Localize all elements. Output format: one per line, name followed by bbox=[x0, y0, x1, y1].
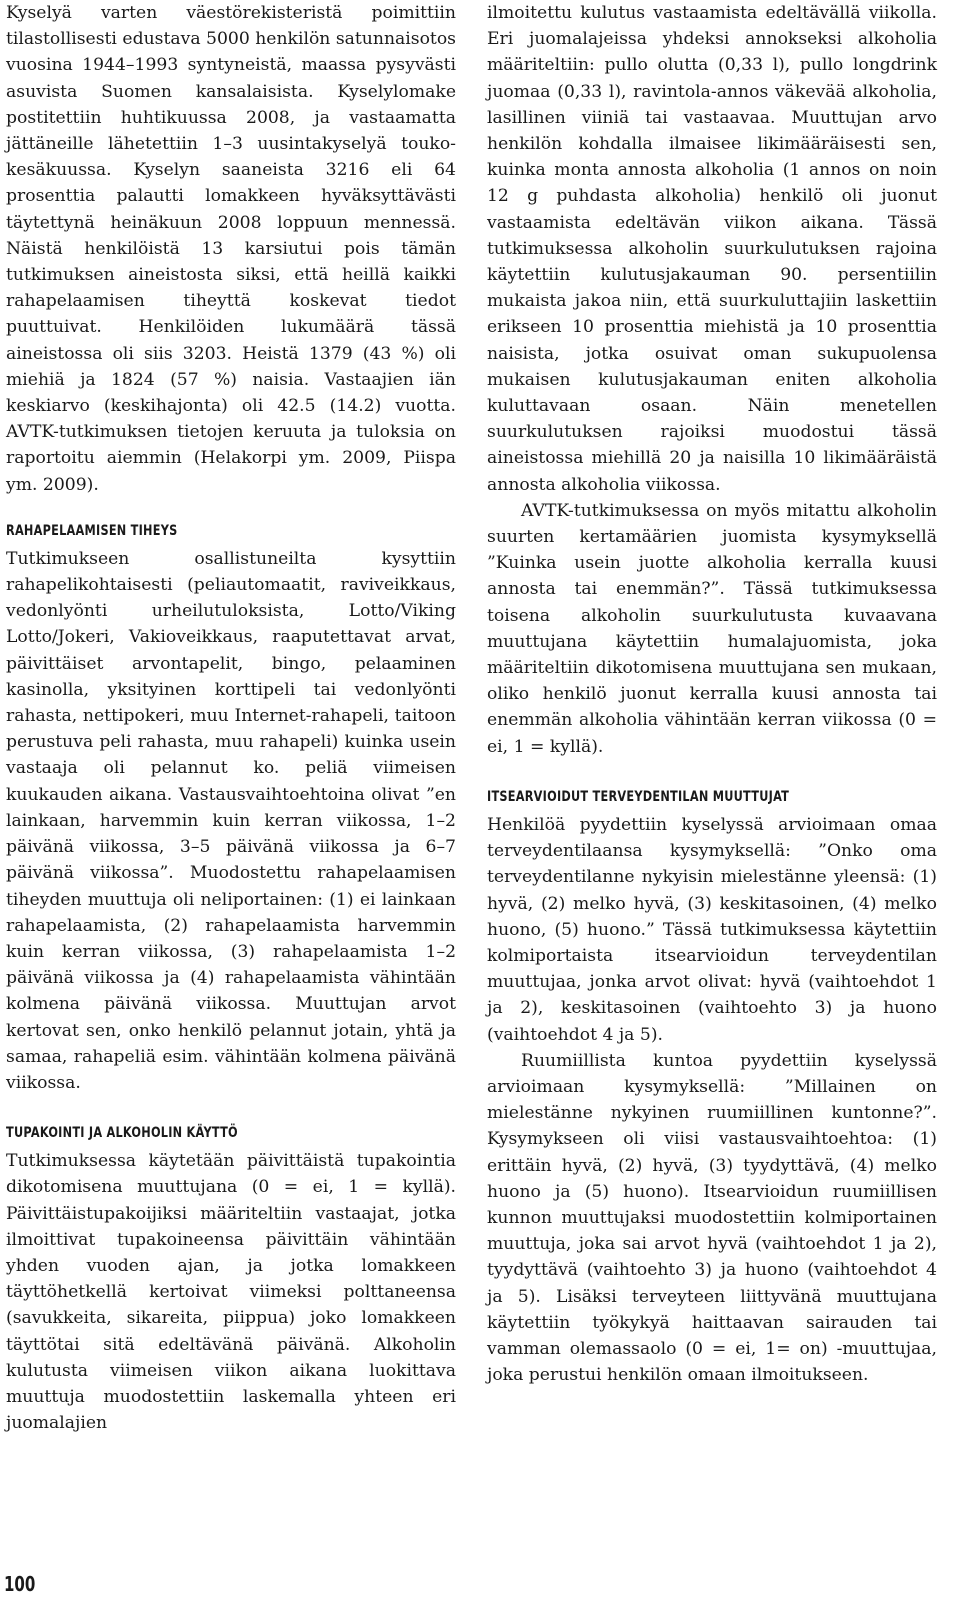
paragraph-physical-fitness: Ruumiillista kuntoa pyydettiin kyselyssä arvioimaan kysymyksellä: ”Millainen on mielestänne nykyinen ruumiillinen kuntonne?”. Kysymykseen oli viisi vastausvaihtoehtoa: (1) erittäin hyvä, (2) hyvä, (3) tyydyttävä, (4) melko huono ja (5) huono). Itsearvioidun ruumiillisen kunnon muuttujaksi muodostettiin kolmiportainen muuttuja, joka sai arvot hyvä (vaihtoehdot 1 ja 2), tyydyttävä (vaihtoehto 3) ja huono (vaihtoehdot 4 ja 5). Lisäksi terveyteen liittyvänä muuttujana käytettiin työkykyä haittaavan sairauden tai vamman olemassaolo (0 = ei, 1= on) -muuttujaa, joka perustui henkilön omaan ilmoitukseen. bbox=[487, 1050, 937, 1386]
paragraph-smoking-alcohol: Tutkimuksessa käytetään päivittäistä tupakointia dikotomisena muuttujana (0 = ei, 1 = kyllä). Päivittäistupakoijiksi määriteltiin vastaajat, jotka ilmoittivat tupakoineensa päivittäin vähintään yhden vuoden ajan, ja jotka lomakkeen täyttöhetkellä kertoivat viimeksi polttaneensa (savukkeita, sikareita, piippua) joko lomakkeen täyttötai sitä edeltävänä päivänä. Alkoholin kulutusta viimeisen viikon aikana luokittava muuttuja muodostettiin laskemalla yhteen eri juomalajien bbox=[6, 1151, 456, 1434]
paragraph-self-rated-health: Henkilöä pyydettiin kyselyssä arvioimaan omaa terveydentilaansa kysymyksellä: ”Onko oma terveydentilanne nykyisin mielestänne yleensä: (1) hyvä, (2) melko hyvä, (3) keskitasoinen, (4) melko huono, (5) huono.” Tässä tutkimuksessa käytettiin kolmiportaista itsearvioidun terveydentilan muuttujaa, jonka arvot olivat: hyvä (vaihtoehdot 1 ja 2), keskitasoinen (vaihtoehto 3) ja huono (vaihtoehdot 4 ja 5). bbox=[487, 814, 937, 1045]
paragraph-alcohol-consumption: ilmoitettu kulutus vastaamista edeltävällä viikolla. Eri juomalajeissa yhdeksi annokseksi alkoholia määriteltiin: pullo olutta (0,33 l), pullo longdrink juomaa (0,33 l), ravintola-annos väkevää alkoholia, lasillinen viiniä tai vastaavaa. Muuttujan arvo henkilön kohdalla ilmaisee likimääräisesti sen, kuinka monta annosta alkoholia (1 annos on noin 12 g puhdasta alkoholia) henkilö oli juonut vastaamista edeltävän viikon aikana. Tässä tutkimuksessa alkoholin suurkulutuksen rajoina käytettiin kulutusjakauman 90. persentiilin mukaista jakoa niin, että suurkuluttajiin laskettiin erikseen 10 prosenttia miehistä ja 10 prosenttia naisista, jotka osuivat oman sukupuolensa mukaisen kulutusjakauman eniten alkoholia kuluttavaan osaan. Näin menetellen suurkulutuksen rajoiksi muodostui tässä aineistossa miehillä 20 ja naisilla 10 likimääräistä annosta alkoholia viikossa. bbox=[487, 3, 937, 495]
page-number: 100 bbox=[4, 1572, 36, 1596]
paragraph-sample-description: Kyselyä varten väestörekisteristä poimittiin tilastollisesti edustava 5000 henkilön satunnaisotos vuosina 1944–1993 syntyneistä, maassa pysyvästi asuvista Suomen kansalaisista. Kyselylomake postitettiin huhtikuussa 2008, ja vastaamatta jättäneille lähetettiin 1–3 uusintakyselyä touko-kesäkuussa. Kyselyn saaneista 3216 eli 64 prosenttia palautti lomakkeen hyväksyttävästi täytettynä heinäkuun 2008 loppuun mennessä. Näistä henkilöistä 13 karsiutui pois tämän tutkimuksen aineistosta siksi, että heillä kaikki rahapelaamisen tiheyttä koskevat tiedot puuttuivat. Henkilöiden lukumäärä tässä aineistossa oli siis 3203. Heistä 1379 (43 %) oli miehiä ja 1824 (57 %) naisia. Vastaajien iän keskiarvo (keskihajonta) oli 42.5 (14.2) vuotta. AVTK-tutkimuksen tietojen keruuta ja tuloksia on raportoitu aiemmin (Helakorpi ym. 2009, Piispa ym. 2009). bbox=[6, 3, 457, 495]
section-heading-gambling-frequency: RAHAPELAAMISEN TIHEYS bbox=[6, 522, 178, 539]
section-heading-self-rated-health: ITSEARVIOIDUT TERVEYDENTILAN MUUTTUJAT bbox=[487, 788, 790, 805]
section-heading-smoking-alcohol: TUPAKOINTI JA ALKOHOLIN KÄYTTÖ bbox=[6, 1125, 238, 1142]
paragraph-binge-drinking: AVTK-tutkimuksessa on myös mitattu alkoholin suurten kertamäärien juomista kysymyksellä ”Kuinka usein juotte alkoholia kerralla kuusi annosta tai enemmän?”. Tässä tutkimuksessa toisena alkoholin suurkulutusta kuvaavana muuttujana käytettiin humalajuomista, joka määriteltiin dikotomisena muuttujana sen mukaan, oliko henkilö juonut kerralla kuusi annosta tai enemmän alkoholia vähintään kerran viikossa (0 = ei, 1 = kyllä). bbox=[487, 500, 937, 757]
right-column bbox=[487, 0, 937, 1388]
paragraph-gambling-frequency: Tutkimukseen osallistuneilta kysyttiin rahapelikohtaisesti (peliautomaatit, raviveikkaus, vedonlyönti urheilutuloksista, Lotto/Viking Lotto/Jokeri, Vakioveikkaus, raaputettavat arvat, päivittäiset arvontapelit, bingo, pelaaminen kasinolla, yksityinen korttipeli tai vedonlyönti rahasta, nettipokeri, muu Internet-rahapeli, taitoon perustuva peli rahasta, muu rahapeli) kuinka usein vastaaja oli pelannut ko. peliä viimeisen kuukauden aikana. Vastausvaihtoehtoina olivat ”en lainkaan, harvemmin kuin kerran viikossa, 1–2 päivänä viikossa, 3–5 päivänä viikossa ja 6–7 päivänä viikossa”. Muodostettu rahapelaamisen tiheyden muuttuja oli neliportainen: (1) ei lainkaan rahapelaamista, (2) rahapelaamista harvemmin kuin kerran viikossa, (3) rahapelaamista 1–2 päivänä viikossa ja (4) rahapelaamista vähintään kolmena päivänä viikossa. Muuttujan arvot kertovat sen, onko henkilö pelannut jotain, yhtä ja samaa, rahapeliä esim. vähintään kolmena päivänä viikossa. bbox=[6, 548, 456, 1093]
left-column bbox=[6, 0, 456, 1436]
